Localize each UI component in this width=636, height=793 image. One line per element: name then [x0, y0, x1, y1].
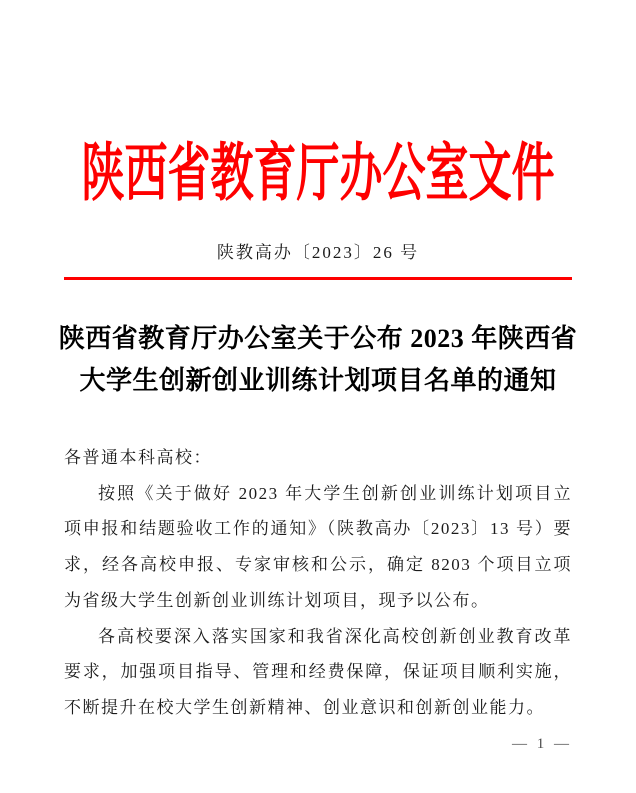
page-number: — 1 — [512, 736, 572, 752]
salutation: 各普通本科高校： [64, 448, 212, 467]
letterhead-title: 陕西省教育厅办公室文件 [81, 139, 555, 209]
notice-body [64, 440, 572, 726]
notice-title-line2: 大学生创新创业训练计划项目名单的通知 [79, 366, 557, 395]
body-paragraph-2: 各高校要深入落实国家和我省深化高校创新创业教育改革要求，加强项目指导、管理和经费保障，保证项目顺利实施，不断提升在校大学生创新精神、创业意识和创新创业能力。 [64, 626, 572, 717]
notice-title-line1: 陕西省教育厅办公室关于公布 2023 年陕西省 [58, 324, 578, 353]
notice-title [30, 318, 606, 402]
body-paragraph-1: 按照《关于做好 2023 年大学生创新创业训练计划项目立项申报和结题验收工作的通知》（陕教高办〔2023〕13 号）要求，经各高校申报、专家审核和公示，确定 8203 个项目立项为省级大学生创新创业训练计划项目，现予以公布。 [64, 483, 572, 610]
header-divider-line [64, 277, 572, 280]
document-number: 陕教高办〔2023〕26 号 [216, 243, 420, 262]
